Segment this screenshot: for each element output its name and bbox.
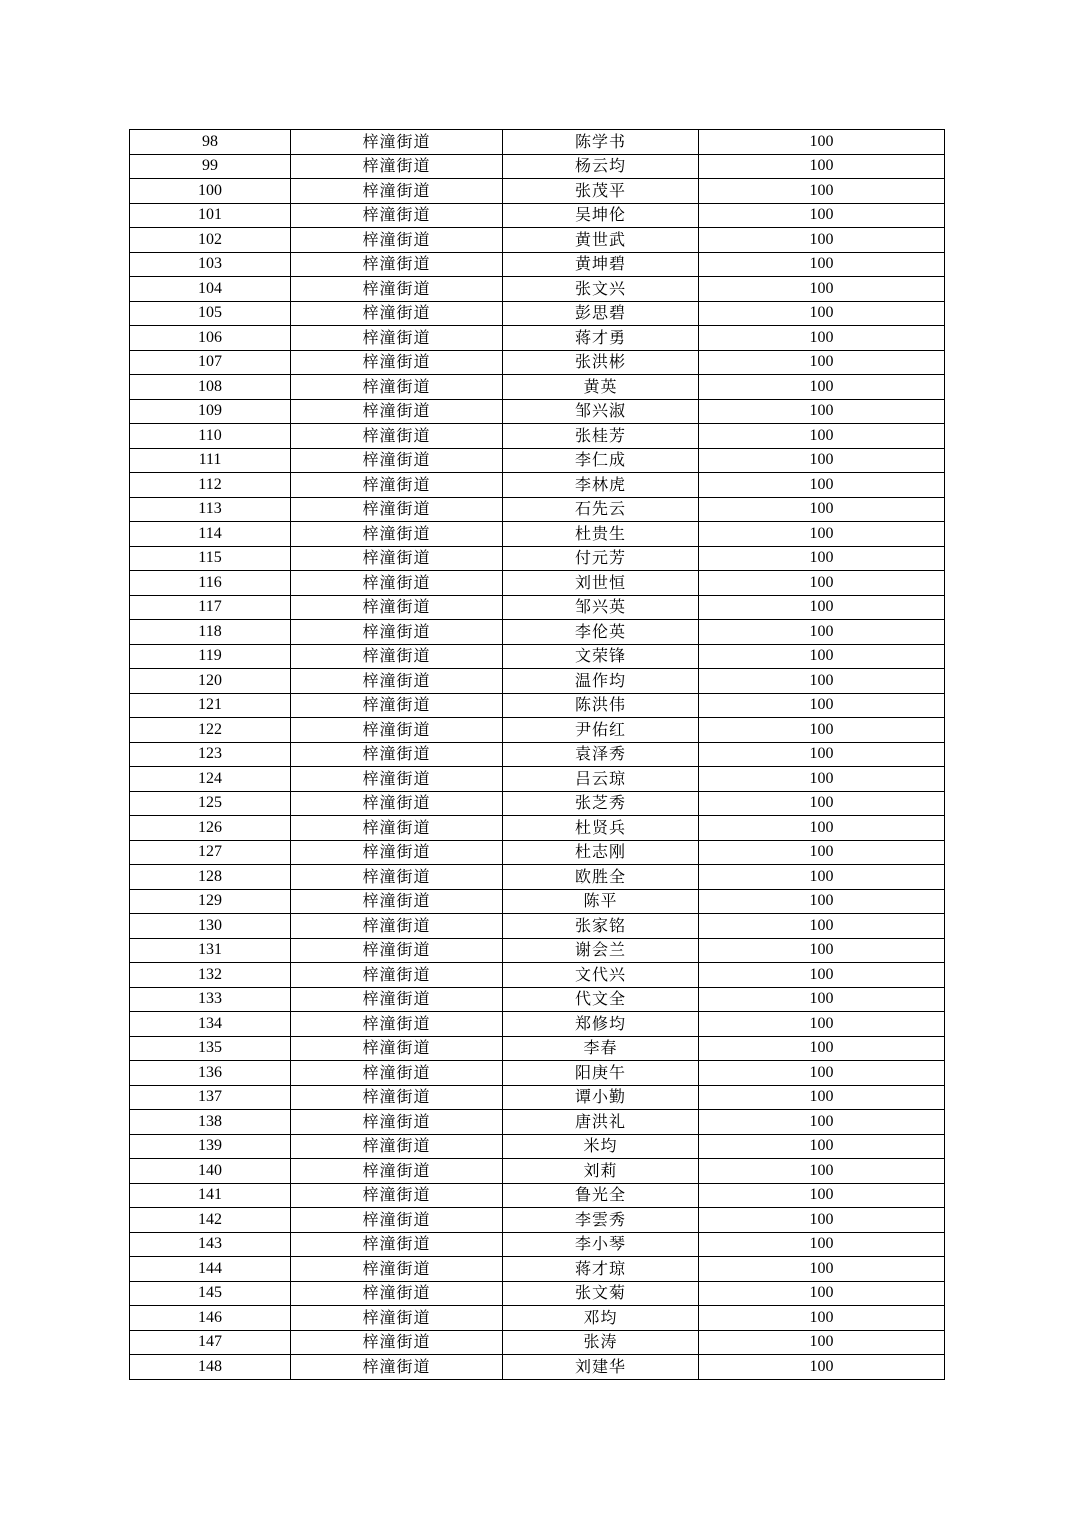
row-number-cell: 143 bbox=[130, 1232, 291, 1257]
table-row bbox=[130, 473, 945, 498]
row-number-cell: 101 bbox=[130, 203, 291, 228]
amount-cell: 100 bbox=[699, 350, 945, 375]
amount-cell: 100 bbox=[699, 767, 945, 792]
row-number-cell: 137 bbox=[130, 1085, 291, 1110]
table-row bbox=[130, 326, 945, 351]
district-cell: 梓潼街道 bbox=[291, 203, 503, 228]
row-number-cell: 133 bbox=[130, 987, 291, 1012]
person-name-cell: 彭思碧 bbox=[503, 301, 699, 326]
person-name-cell: 杨云均 bbox=[503, 154, 699, 179]
row-number-cell: 119 bbox=[130, 644, 291, 669]
table-row bbox=[130, 228, 945, 253]
amount-cell: 100 bbox=[699, 865, 945, 890]
person-name-cell: 郑修均 bbox=[503, 1012, 699, 1037]
table-row bbox=[130, 1257, 945, 1282]
row-number-cell: 117 bbox=[130, 595, 291, 620]
row-number-cell: 109 bbox=[130, 399, 291, 424]
district-cell: 梓潼街道 bbox=[291, 301, 503, 326]
table-row bbox=[130, 154, 945, 179]
table-row bbox=[130, 1232, 945, 1257]
table-row bbox=[130, 1036, 945, 1061]
table-row bbox=[130, 1061, 945, 1086]
amount-cell: 100 bbox=[699, 1281, 945, 1306]
amount-cell: 100 bbox=[699, 1159, 945, 1184]
amount-cell: 100 bbox=[699, 620, 945, 645]
roster-body bbox=[130, 130, 945, 1380]
person-name-cell: 欧胜全 bbox=[503, 865, 699, 890]
amount-cell: 100 bbox=[699, 252, 945, 277]
amount-cell: 100 bbox=[699, 154, 945, 179]
person-name-cell: 付元芳 bbox=[503, 546, 699, 571]
district-cell: 梓潼街道 bbox=[291, 179, 503, 204]
amount-cell: 100 bbox=[699, 1330, 945, 1355]
person-name-cell: 黄英 bbox=[503, 375, 699, 400]
district-cell: 梓潼街道 bbox=[291, 252, 503, 277]
district-cell: 梓潼街道 bbox=[291, 522, 503, 547]
row-number-cell: 138 bbox=[130, 1110, 291, 1135]
table-row bbox=[130, 1330, 945, 1355]
person-name-cell: 李春 bbox=[503, 1036, 699, 1061]
table-row bbox=[130, 693, 945, 718]
district-cell: 梓潼街道 bbox=[291, 963, 503, 988]
person-name-cell: 石先云 bbox=[503, 497, 699, 522]
table-row bbox=[130, 620, 945, 645]
amount-cell: 100 bbox=[699, 130, 945, 155]
district-cell: 梓潼街道 bbox=[291, 375, 503, 400]
district-cell: 梓潼街道 bbox=[291, 816, 503, 841]
district-cell: 梓潼街道 bbox=[291, 399, 503, 424]
amount-cell: 100 bbox=[699, 938, 945, 963]
amount-cell: 100 bbox=[699, 1036, 945, 1061]
table-row bbox=[130, 718, 945, 743]
amount-cell: 100 bbox=[699, 1134, 945, 1159]
person-name-cell: 张芝秀 bbox=[503, 791, 699, 816]
row-number-cell: 147 bbox=[130, 1330, 291, 1355]
row-number-cell: 134 bbox=[130, 1012, 291, 1037]
person-name-cell: 代文全 bbox=[503, 987, 699, 1012]
table-row bbox=[130, 1208, 945, 1233]
row-number-cell: 115 bbox=[130, 546, 291, 571]
table-row bbox=[130, 1183, 945, 1208]
table-row bbox=[130, 963, 945, 988]
amount-cell: 100 bbox=[699, 571, 945, 596]
district-cell: 梓潼街道 bbox=[291, 546, 503, 571]
amount-cell: 100 bbox=[699, 448, 945, 473]
row-number-cell: 141 bbox=[130, 1183, 291, 1208]
district-cell: 梓潼街道 bbox=[291, 1036, 503, 1061]
person-name-cell: 张文菊 bbox=[503, 1281, 699, 1306]
person-name-cell: 刘世恒 bbox=[503, 571, 699, 596]
table-row bbox=[130, 252, 945, 277]
table-row bbox=[130, 840, 945, 865]
row-number-cell: 110 bbox=[130, 424, 291, 449]
district-cell: 梓潼街道 bbox=[291, 889, 503, 914]
row-number-cell: 130 bbox=[130, 914, 291, 939]
person-name-cell: 张涛 bbox=[503, 1330, 699, 1355]
row-number-cell: 107 bbox=[130, 350, 291, 375]
row-number-cell: 148 bbox=[130, 1355, 291, 1380]
person-name-cell: 邹兴英 bbox=[503, 595, 699, 620]
row-number-cell: 126 bbox=[130, 816, 291, 841]
person-name-cell: 唐洪礼 bbox=[503, 1110, 699, 1135]
person-name-cell: 刘莉 bbox=[503, 1159, 699, 1184]
row-number-cell: 104 bbox=[130, 277, 291, 302]
person-name-cell: 刘建华 bbox=[503, 1355, 699, 1380]
table-row bbox=[130, 399, 945, 424]
table-row bbox=[130, 179, 945, 204]
district-cell: 梓潼街道 bbox=[291, 987, 503, 1012]
person-name-cell: 李仁成 bbox=[503, 448, 699, 473]
district-cell: 梓潼街道 bbox=[291, 1257, 503, 1282]
row-number-cell: 136 bbox=[130, 1061, 291, 1086]
district-cell: 梓潼街道 bbox=[291, 154, 503, 179]
table-row bbox=[130, 522, 945, 547]
person-name-cell: 张桂芳 bbox=[503, 424, 699, 449]
district-cell: 梓潼街道 bbox=[291, 644, 503, 669]
table-row bbox=[130, 865, 945, 890]
district-cell: 梓潼街道 bbox=[291, 326, 503, 351]
district-cell: 梓潼街道 bbox=[291, 620, 503, 645]
row-number-cell: 132 bbox=[130, 963, 291, 988]
amount-cell: 100 bbox=[699, 718, 945, 743]
district-cell: 梓潼街道 bbox=[291, 595, 503, 620]
person-name-cell: 张茂平 bbox=[503, 179, 699, 204]
amount-cell: 100 bbox=[699, 424, 945, 449]
row-number-cell: 116 bbox=[130, 571, 291, 596]
table-row bbox=[130, 1012, 945, 1037]
amount-cell: 100 bbox=[699, 497, 945, 522]
row-number-cell: 100 bbox=[130, 179, 291, 204]
row-number-cell: 98 bbox=[130, 130, 291, 155]
amount-cell: 100 bbox=[699, 1061, 945, 1086]
person-name-cell: 杜贤兵 bbox=[503, 816, 699, 841]
district-cell: 梓潼街道 bbox=[291, 424, 503, 449]
row-number-cell: 139 bbox=[130, 1134, 291, 1159]
table-row bbox=[130, 938, 945, 963]
table-row bbox=[130, 350, 945, 375]
person-name-cell: 李雲秀 bbox=[503, 1208, 699, 1233]
row-number-cell: 123 bbox=[130, 742, 291, 767]
table-row bbox=[130, 1281, 945, 1306]
amount-cell: 100 bbox=[699, 203, 945, 228]
amount-cell: 100 bbox=[699, 840, 945, 865]
district-cell: 梓潼街道 bbox=[291, 448, 503, 473]
district-cell: 梓潼街道 bbox=[291, 938, 503, 963]
amount-cell: 100 bbox=[699, 179, 945, 204]
table-row bbox=[130, 1355, 945, 1380]
district-cell: 梓潼街道 bbox=[291, 1355, 503, 1380]
person-name-cell: 李小琴 bbox=[503, 1232, 699, 1257]
amount-cell: 100 bbox=[699, 914, 945, 939]
person-name-cell: 谢会兰 bbox=[503, 938, 699, 963]
table-row bbox=[130, 448, 945, 473]
person-name-cell: 温作均 bbox=[503, 669, 699, 694]
person-name-cell: 张家铭 bbox=[503, 914, 699, 939]
table-row bbox=[130, 669, 945, 694]
row-number-cell: 140 bbox=[130, 1159, 291, 1184]
amount-cell: 100 bbox=[699, 473, 945, 498]
person-name-cell: 蒋才勇 bbox=[503, 326, 699, 351]
person-name-cell: 张文兴 bbox=[503, 277, 699, 302]
table-row bbox=[130, 889, 945, 914]
amount-cell: 100 bbox=[699, 301, 945, 326]
amount-cell: 100 bbox=[699, 889, 945, 914]
district-cell: 梓潼街道 bbox=[291, 571, 503, 596]
district-cell: 梓潼街道 bbox=[291, 767, 503, 792]
amount-cell: 100 bbox=[699, 1110, 945, 1135]
district-cell: 梓潼街道 bbox=[291, 497, 503, 522]
row-number-cell: 102 bbox=[130, 228, 291, 253]
person-name-cell: 米均 bbox=[503, 1134, 699, 1159]
person-name-cell: 文荣锋 bbox=[503, 644, 699, 669]
amount-cell: 100 bbox=[699, 1257, 945, 1282]
district-cell: 梓潼街道 bbox=[291, 473, 503, 498]
amount-cell: 100 bbox=[699, 816, 945, 841]
table-row bbox=[130, 644, 945, 669]
district-cell: 梓潼街道 bbox=[291, 742, 503, 767]
district-cell: 梓潼街道 bbox=[291, 1281, 503, 1306]
person-name-cell: 谭小勤 bbox=[503, 1085, 699, 1110]
amount-cell: 100 bbox=[699, 693, 945, 718]
amount-cell: 100 bbox=[699, 1183, 945, 1208]
table-row bbox=[130, 203, 945, 228]
amount-cell: 100 bbox=[699, 522, 945, 547]
district-cell: 梓潼街道 bbox=[291, 840, 503, 865]
district-cell: 梓潼街道 bbox=[291, 1208, 503, 1233]
amount-cell: 100 bbox=[699, 1355, 945, 1380]
row-number-cell: 122 bbox=[130, 718, 291, 743]
table-row bbox=[130, 1110, 945, 1135]
row-number-cell: 99 bbox=[130, 154, 291, 179]
person-name-cell: 文代兴 bbox=[503, 963, 699, 988]
person-name-cell: 杜志刚 bbox=[503, 840, 699, 865]
person-name-cell: 黄坤碧 bbox=[503, 252, 699, 277]
row-number-cell: 120 bbox=[130, 669, 291, 694]
amount-cell: 100 bbox=[699, 669, 945, 694]
amount-cell: 100 bbox=[699, 1208, 945, 1233]
table-row bbox=[130, 1134, 945, 1159]
district-cell: 梓潼街道 bbox=[291, 1330, 503, 1355]
amount-cell: 100 bbox=[699, 963, 945, 988]
district-cell: 梓潼街道 bbox=[291, 669, 503, 694]
table-row bbox=[130, 742, 945, 767]
district-cell: 梓潼街道 bbox=[291, 1110, 503, 1135]
row-number-cell: 112 bbox=[130, 473, 291, 498]
person-name-cell: 黄世武 bbox=[503, 228, 699, 253]
amount-cell: 100 bbox=[699, 546, 945, 571]
district-cell: 梓潼街道 bbox=[291, 693, 503, 718]
amount-cell: 100 bbox=[699, 399, 945, 424]
row-number-cell: 135 bbox=[130, 1036, 291, 1061]
amount-cell: 100 bbox=[699, 987, 945, 1012]
district-cell: 梓潼街道 bbox=[291, 1306, 503, 1331]
amount-cell: 100 bbox=[699, 791, 945, 816]
row-number-cell: 103 bbox=[130, 252, 291, 277]
row-number-cell: 124 bbox=[130, 767, 291, 792]
amount-cell: 100 bbox=[699, 644, 945, 669]
roster-table bbox=[129, 129, 945, 1380]
person-name-cell: 邓均 bbox=[503, 1306, 699, 1331]
district-cell: 梓潼街道 bbox=[291, 1134, 503, 1159]
district-cell: 梓潼街道 bbox=[291, 1012, 503, 1037]
row-number-cell: 125 bbox=[130, 791, 291, 816]
person-name-cell: 邹兴淑 bbox=[503, 399, 699, 424]
table-row bbox=[130, 816, 945, 841]
district-cell: 梓潼街道 bbox=[291, 1159, 503, 1184]
amount-cell: 100 bbox=[699, 375, 945, 400]
person-name-cell: 吴坤伦 bbox=[503, 203, 699, 228]
person-name-cell: 陈洪伟 bbox=[503, 693, 699, 718]
person-name-cell: 李林虎 bbox=[503, 473, 699, 498]
table-row bbox=[130, 546, 945, 571]
table-row bbox=[130, 424, 945, 449]
amount-cell: 100 bbox=[699, 1306, 945, 1331]
amount-cell: 100 bbox=[699, 1085, 945, 1110]
district-cell: 梓潼街道 bbox=[291, 791, 503, 816]
table-row bbox=[130, 595, 945, 620]
district-cell: 梓潼街道 bbox=[291, 277, 503, 302]
district-cell: 梓潼街道 bbox=[291, 1061, 503, 1086]
row-number-cell: 142 bbox=[130, 1208, 291, 1233]
person-name-cell: 杜贵生 bbox=[503, 522, 699, 547]
table-row bbox=[130, 130, 945, 155]
person-name-cell: 袁泽秀 bbox=[503, 742, 699, 767]
table-row bbox=[130, 767, 945, 792]
amount-cell: 100 bbox=[699, 1012, 945, 1037]
row-number-cell: 144 bbox=[130, 1257, 291, 1282]
district-cell: 梓潼街道 bbox=[291, 350, 503, 375]
district-cell: 梓潼街道 bbox=[291, 228, 503, 253]
row-number-cell: 145 bbox=[130, 1281, 291, 1306]
district-cell: 梓潼街道 bbox=[291, 130, 503, 155]
amount-cell: 100 bbox=[699, 742, 945, 767]
row-number-cell: 121 bbox=[130, 693, 291, 718]
district-cell: 梓潼街道 bbox=[291, 718, 503, 743]
table-row bbox=[130, 1306, 945, 1331]
district-cell: 梓潼街道 bbox=[291, 1183, 503, 1208]
amount-cell: 100 bbox=[699, 326, 945, 351]
amount-cell: 100 bbox=[699, 277, 945, 302]
row-number-cell: 113 bbox=[130, 497, 291, 522]
person-name-cell: 鲁光全 bbox=[503, 1183, 699, 1208]
person-name-cell: 张洪彬 bbox=[503, 350, 699, 375]
person-name-cell: 李伦英 bbox=[503, 620, 699, 645]
table-row bbox=[130, 987, 945, 1012]
table-row bbox=[130, 497, 945, 522]
row-number-cell: 106 bbox=[130, 326, 291, 351]
row-number-cell: 146 bbox=[130, 1306, 291, 1331]
district-cell: 梓潼街道 bbox=[291, 1232, 503, 1257]
row-number-cell: 131 bbox=[130, 938, 291, 963]
person-name-cell: 陈平 bbox=[503, 889, 699, 914]
person-name-cell: 陈学书 bbox=[503, 130, 699, 155]
person-name-cell: 尹佑红 bbox=[503, 718, 699, 743]
row-number-cell: 108 bbox=[130, 375, 291, 400]
table-row bbox=[130, 375, 945, 400]
row-number-cell: 105 bbox=[130, 301, 291, 326]
amount-cell: 100 bbox=[699, 228, 945, 253]
table-row bbox=[130, 914, 945, 939]
row-number-cell: 114 bbox=[130, 522, 291, 547]
district-cell: 梓潼街道 bbox=[291, 914, 503, 939]
row-number-cell: 118 bbox=[130, 620, 291, 645]
table-row bbox=[130, 791, 945, 816]
district-cell: 梓潼街道 bbox=[291, 865, 503, 890]
row-number-cell: 111 bbox=[130, 448, 291, 473]
table-row bbox=[130, 1085, 945, 1110]
table-row bbox=[130, 277, 945, 302]
row-number-cell: 129 bbox=[130, 889, 291, 914]
table-row bbox=[130, 1159, 945, 1184]
person-name-cell: 吕云琼 bbox=[503, 767, 699, 792]
person-name-cell: 蒋才琼 bbox=[503, 1257, 699, 1282]
row-number-cell: 127 bbox=[130, 840, 291, 865]
person-name-cell: 阳庚午 bbox=[503, 1061, 699, 1086]
district-cell: 梓潼街道 bbox=[291, 1085, 503, 1110]
table-row bbox=[130, 571, 945, 596]
amount-cell: 100 bbox=[699, 1232, 945, 1257]
amount-cell: 100 bbox=[699, 595, 945, 620]
table-row bbox=[130, 301, 945, 326]
row-number-cell: 128 bbox=[130, 865, 291, 890]
